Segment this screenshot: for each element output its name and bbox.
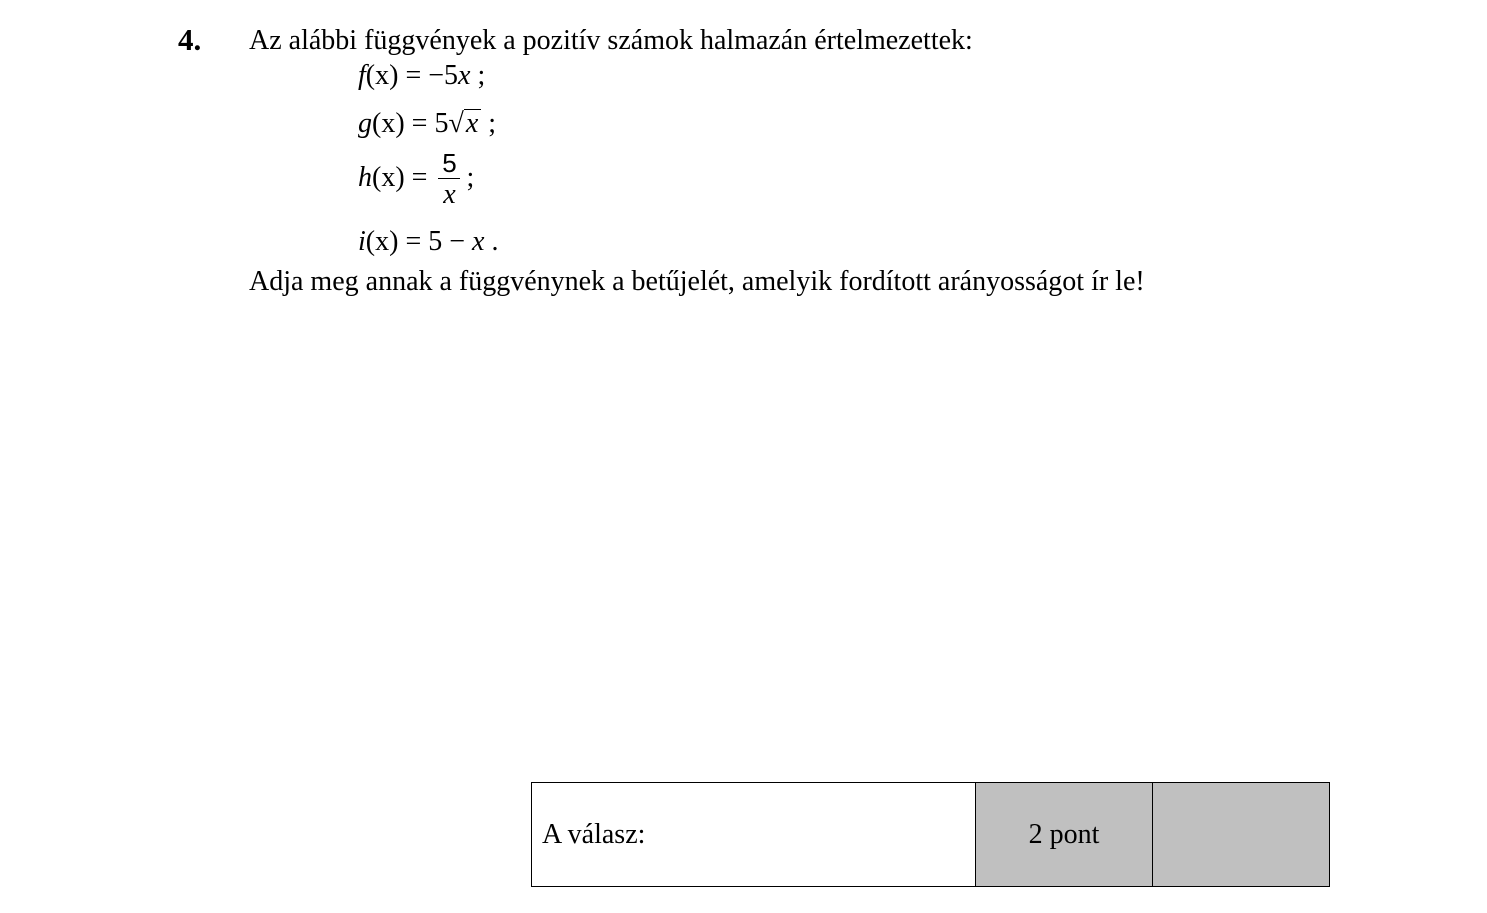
formula-i (358, 225, 498, 259)
formula-i-name: i (358, 226, 366, 257)
formula-f-end: ; (470, 60, 486, 91)
formula-f-var: x (458, 60, 471, 91)
answer-field[interactable] (532, 783, 976, 887)
formula-g-name: g (358, 108, 372, 139)
answer-label: A válasz: (542, 818, 646, 850)
answer-row (532, 783, 1330, 887)
formula-i-end: . (484, 226, 499, 257)
square-root-symbol: √x (448, 107, 481, 141)
formula-h-end: ; (466, 161, 475, 193)
formula-h-arg: (x) (372, 161, 405, 193)
score-cell[interactable] (1153, 783, 1330, 887)
formula-g-end: ; (481, 108, 497, 139)
formula-g-coef: 5 (434, 108, 449, 139)
formula-g-eq: = (404, 108, 435, 139)
formula-h-numerator: 5 (442, 148, 457, 178)
formula-i-eq: = (398, 226, 429, 257)
formula-i-arg: (x) (365, 226, 399, 257)
task-number: 4. (178, 22, 202, 57)
formula-h-fraction (438, 148, 460, 211)
task-intro: Az alábbi függvények a pozitív számok halmazán értelmezettek: (249, 25, 973, 56)
formula-h (358, 148, 474, 211)
formula-g-radicand: x (464, 109, 481, 138)
formula-f (358, 59, 485, 93)
formula-f-rhs: −5 (428, 60, 459, 91)
formula-h-denominator: x (443, 179, 456, 210)
answer-table (531, 782, 1330, 887)
formula-g-arg: (x) (372, 108, 405, 139)
formula-i-var: x (472, 226, 485, 257)
formula-i-rhs: 5 − (428, 226, 473, 257)
formula-h-eq: = (404, 161, 435, 193)
formula-f-eq: = (398, 60, 429, 91)
formula-g (358, 107, 496, 141)
formula-f-name: f (358, 60, 366, 91)
points-cell: 2 pont (976, 783, 1153, 887)
task-question: Adja meg annak a függvénynek a betűjelét, amelyik fordított arányosságot ír le! (249, 266, 1145, 297)
formula-h-name: h (358, 161, 372, 193)
formula-f-arg: (x) (365, 60, 399, 91)
